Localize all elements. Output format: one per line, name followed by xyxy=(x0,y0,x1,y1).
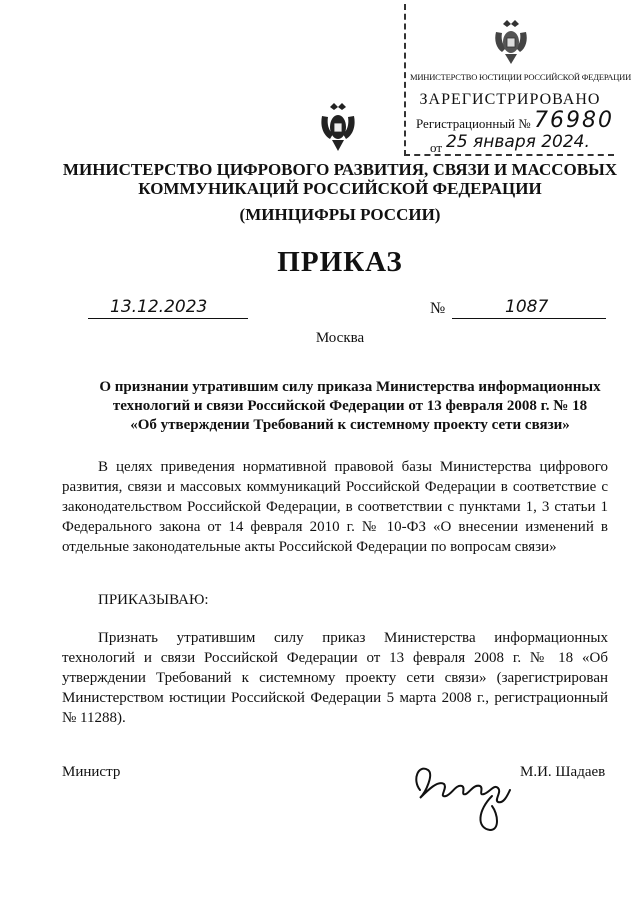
city: Москва xyxy=(315,330,365,346)
ministry-name-line2: КОММУНИКАЦИЙ РОССИЙСКОЙ ФЕДЕРАЦИИ xyxy=(138,179,542,198)
order-number-label: № xyxy=(430,300,446,317)
order-title-line3: «Об утверждении Требований к системному проекту сети связи» xyxy=(130,417,570,433)
number-underline xyxy=(452,318,606,319)
stamp-date-label: от xyxy=(430,140,443,155)
order-title-line2: технологий и связи Российской Федерации от 13 февраля 2008 г. № 18 xyxy=(112,398,588,414)
ministry-name xyxy=(40,160,640,198)
stamp-date: 25 января 2024. xyxy=(446,132,590,152)
coat-of-arms-icon xyxy=(318,102,358,152)
stamp-ministry: МИНИСТЕРСТВО ЮСТИЦИИ РОССИЙСКОЙ ФЕДЕРАЦИИ xyxy=(410,72,632,82)
signer-name: М.И. Шадаев xyxy=(520,764,606,780)
stamp-reg-number: 76980 xyxy=(534,108,614,133)
registration-stamp xyxy=(404,4,632,156)
order-title xyxy=(60,378,640,435)
signer-position: Министр xyxy=(62,764,121,780)
preamble-paragraph: В целях приведения нормативной правовой базы Министерства цифрового развития, связи и массовых коммуникаций Российской Федерации в соответствие с законодательством Российской Федерации, в соответствии с пунктами 1, 3 статьи 1 Федерального закона от 14 февраля 2010 г. № 10-ФЗ «О внесении изменений в отдельные законодательные акты Российской Федерации по вопросам связи» xyxy=(62,459,608,555)
ministry-name-line1: МИНИСТЕРСТВО ЦИФРОВОГО РАЗВИТИЯ, СВЯЗИ И МАССОВЫХ xyxy=(62,160,618,179)
order-date: 13.12.2023 xyxy=(110,297,208,317)
order-title-line1: О признании утратившим силу приказа Министерства информационных xyxy=(99,379,601,395)
handwritten-signature xyxy=(408,750,518,836)
stamp-registered: ЗАРЕГИСТРИРОВАНО xyxy=(419,91,601,108)
coat-of-arms-icon xyxy=(490,18,532,66)
stamp-reg-number-label: Регистрационный № xyxy=(416,116,531,131)
date-underline xyxy=(88,318,248,319)
operative-paragraph: Признать утратившим силу приказ Министерства информационных технологий и связи Российской Федерации от 13 февраля 2008 г. № 18 «Об утверждении Требований к системному проекту сети связи» (зарегистрирован Министерством юстиции Российской Федерации 5 марта 2008 г., регистрационный № 11288). xyxy=(62,630,608,726)
ministry-short-name: (МИНЦИФРЫ РОССИИ) xyxy=(239,205,441,224)
document-type: ПРИКАЗ xyxy=(277,246,403,278)
order-number: 1087 xyxy=(505,297,549,317)
order-word: ПРИКАЗЫВАЮ: xyxy=(98,592,209,608)
